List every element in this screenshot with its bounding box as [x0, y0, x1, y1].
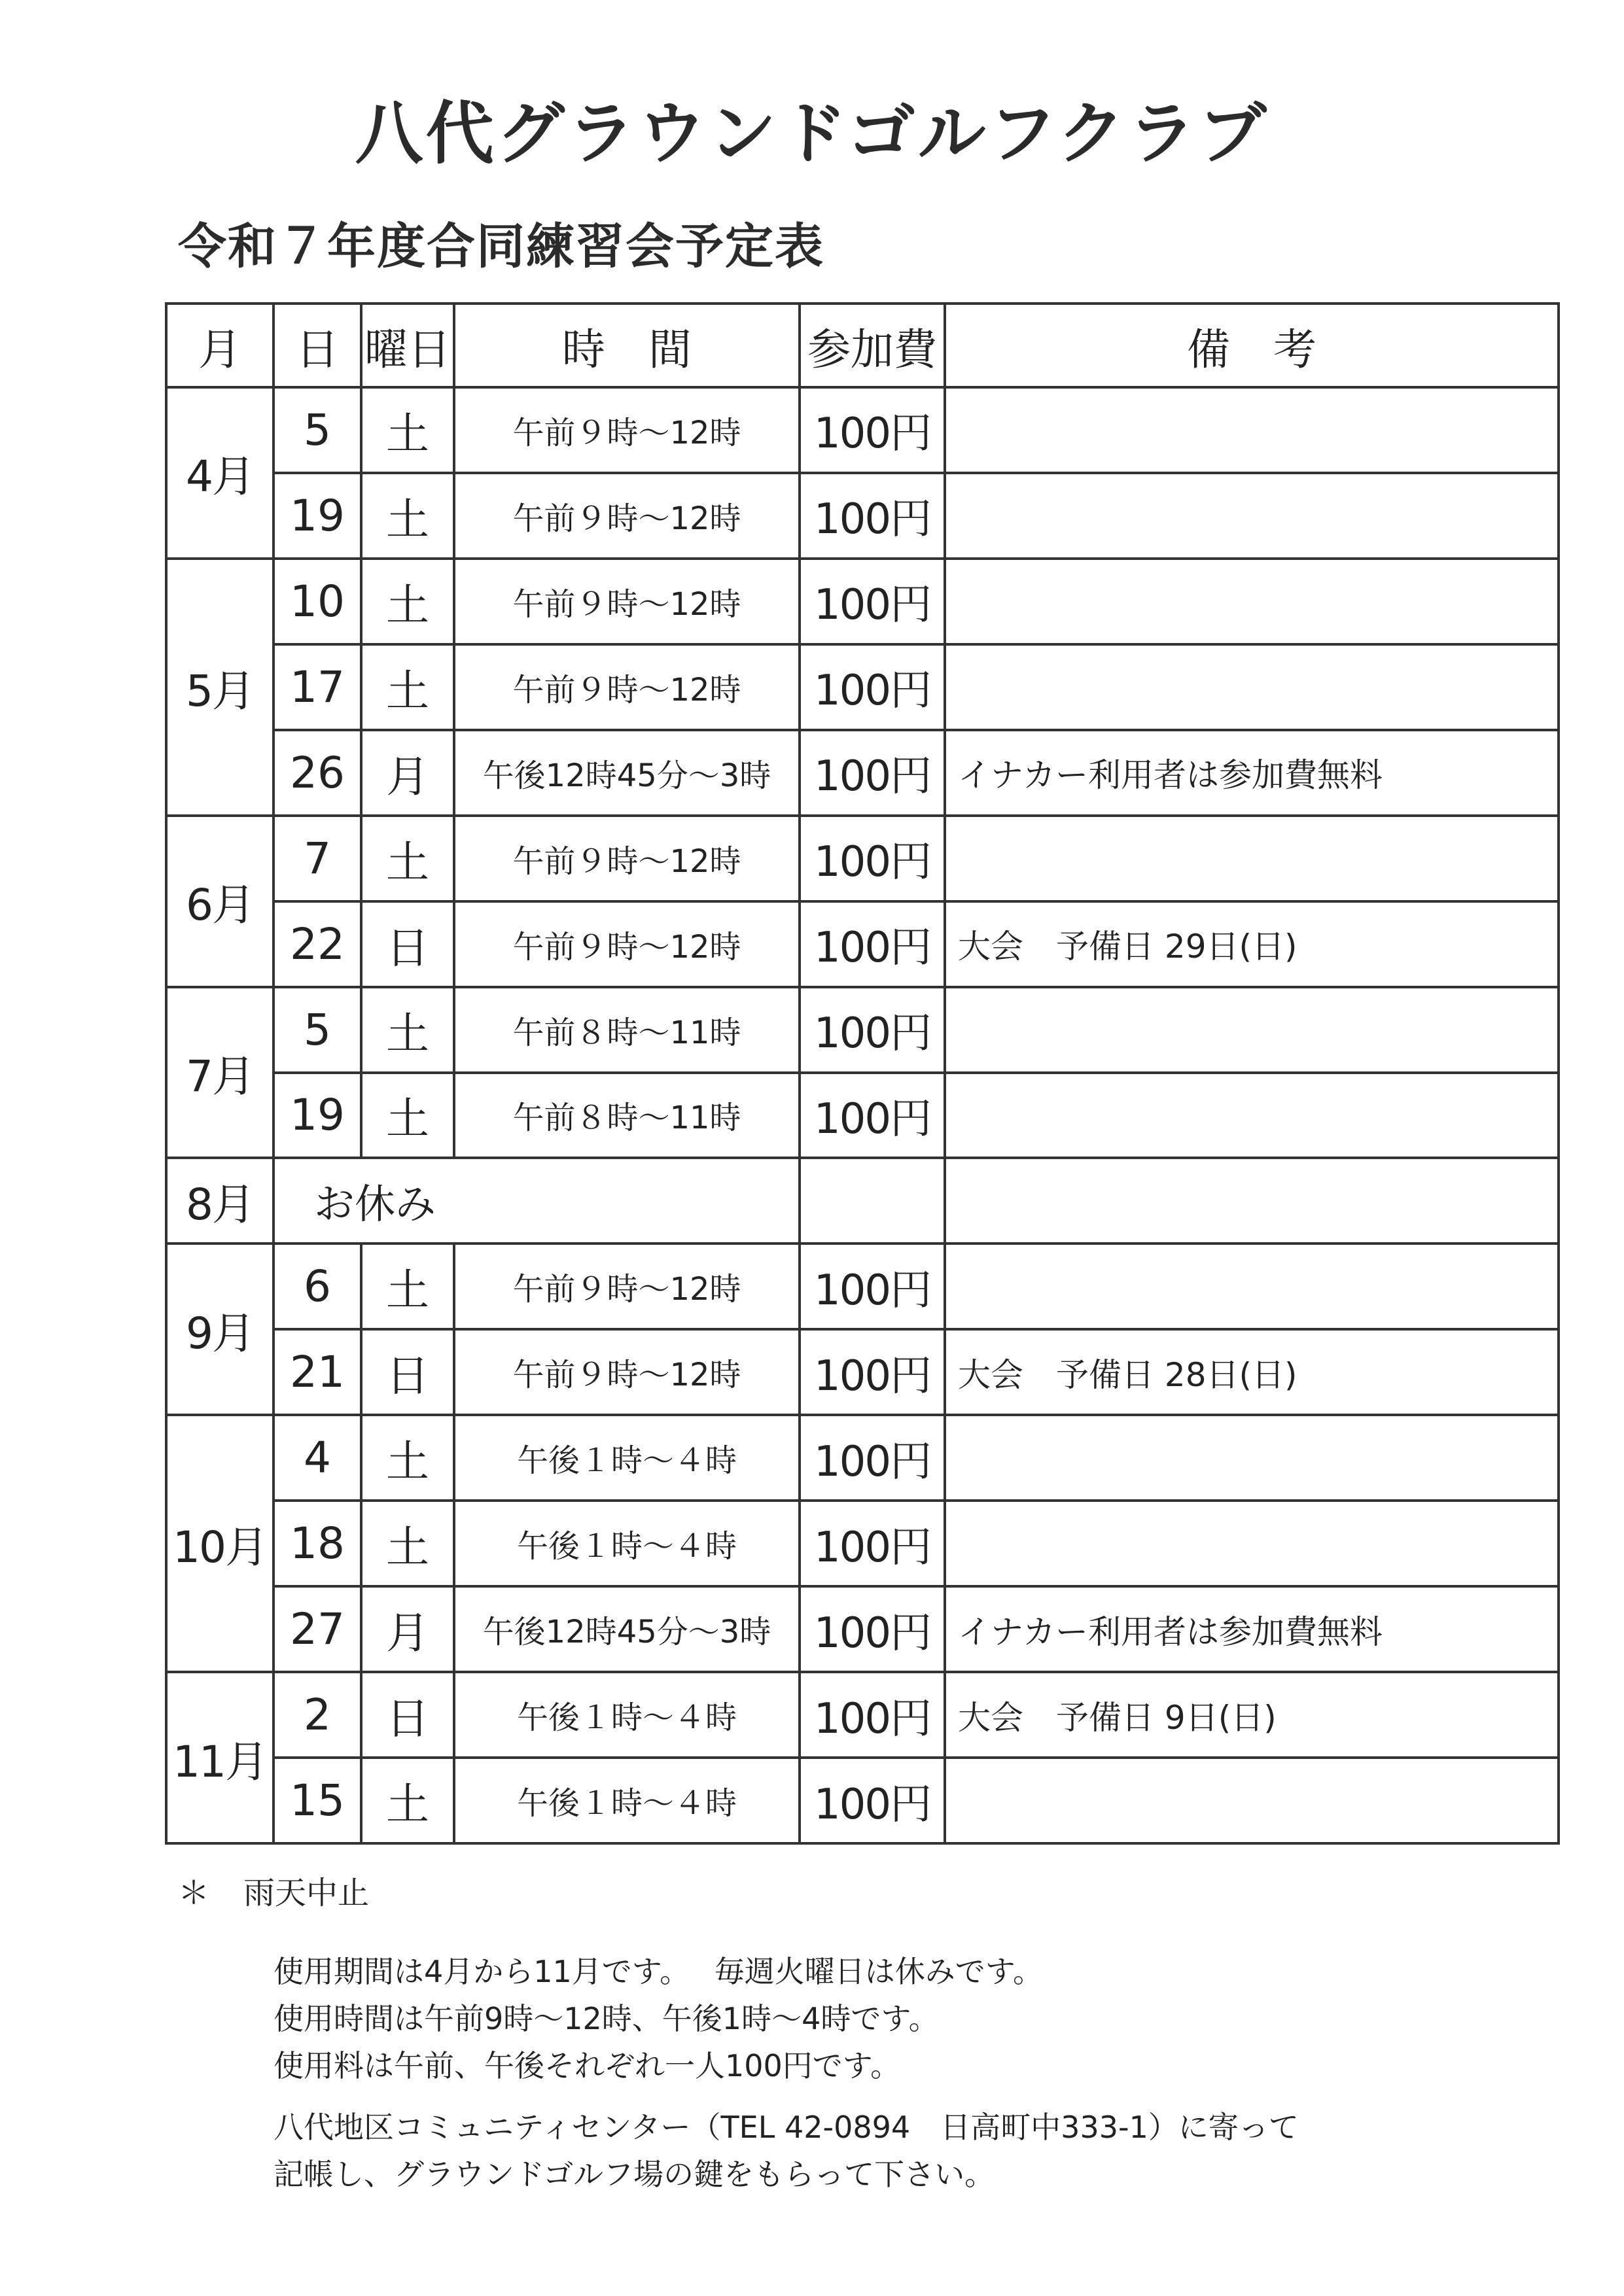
day-cell: 5	[274, 987, 361, 1073]
time-cell: 午前９時～12時	[454, 644, 800, 730]
day-cell: 7	[274, 816, 361, 901]
month-label: 9月	[166, 1244, 274, 1415]
page-title: 八代グラウンドゴルフクラブ	[355, 94, 1269, 173]
table-row	[166, 473, 1559, 559]
time-cell: 午前９時～12時	[454, 1244, 800, 1329]
header-time: 時 間	[454, 304, 800, 387]
month-label: 4月	[166, 387, 274, 559]
note-cell	[945, 644, 1559, 730]
fee-cell: 100円	[800, 901, 945, 987]
fee-cell: 100円	[800, 387, 945, 473]
fee-cell: 100円	[800, 1586, 945, 1672]
fee-cell: 100円	[800, 1073, 945, 1158]
weekday-cell: 土	[361, 644, 454, 730]
table-row	[166, 1672, 1559, 1758]
fee-cell: 100円	[800, 987, 945, 1073]
note-cell	[945, 1244, 1559, 1329]
time-cell: 午前９時～12時	[454, 387, 800, 473]
note-spacer	[274, 2089, 1299, 2104]
table-row	[166, 1073, 1559, 1158]
month-label: 5月	[166, 559, 274, 816]
day-cell: 15	[274, 1758, 361, 1843]
rain-footnote	[178, 1868, 369, 1913]
note-line: 記帳し、グラウンドゴルフ場の鍵をもらって下さい。	[274, 2157, 995, 2192]
table-row	[166, 1501, 1559, 1586]
weekday-cell: 土	[361, 559, 454, 644]
day-cell: 19	[274, 473, 361, 559]
day-cell: 10	[274, 559, 361, 644]
month-label: 6月	[166, 816, 274, 987]
day-cell: 21	[274, 1329, 361, 1415]
header-weekday: 曜日	[361, 304, 454, 387]
day-cell: 6	[274, 1244, 361, 1329]
day-cell: 2	[274, 1672, 361, 1758]
day-cell: 4	[274, 1415, 361, 1501]
fee-cell: 100円	[800, 644, 945, 730]
note-cell	[945, 1501, 1559, 1586]
footnote-mark: ＊	[178, 1875, 210, 1911]
note-cell	[945, 816, 1559, 901]
time-cell: 午後12時45分～3時	[454, 1586, 800, 1672]
weekday-cell: 日	[361, 1329, 454, 1415]
fee-cell: 100円	[800, 730, 945, 816]
time-cell: 午後１時～４時	[454, 1758, 800, 1843]
note-cell: 大会 予備日 28日(日)	[945, 1329, 1559, 1415]
table-row	[166, 1244, 1559, 1329]
note-cell: イナカー利用者は参加費無料	[945, 1586, 1559, 1672]
table-row	[166, 901, 1559, 987]
note-cell: 大会 予備日 29日(日)	[945, 901, 1559, 987]
closed-cell: お休み	[274, 1158, 800, 1244]
weekday-cell: 月	[361, 730, 454, 816]
footnote-text: 雨天中止	[243, 1875, 370, 1911]
time-cell: 午前９時～12時	[454, 816, 800, 901]
day-cell: 5	[274, 387, 361, 473]
time-cell: 午前９時～12時	[454, 559, 800, 644]
time-cell: 午後12時45分～3時	[454, 730, 800, 816]
table-row	[166, 1158, 1559, 1244]
note-cell	[945, 1758, 1559, 1843]
table-row	[166, 1758, 1559, 1843]
note-line: 使用期間は4月から11月です。 毎週火曜日は休みです。	[274, 1954, 1044, 1989]
header-note: 備 考	[945, 304, 1559, 387]
note-cell	[945, 559, 1559, 644]
time-cell: 午前９時～12時	[454, 901, 800, 987]
time-cell: 午前８時～11時	[454, 1073, 800, 1158]
table-row	[166, 1586, 1559, 1672]
note-cell	[945, 473, 1559, 559]
weekday-cell: 日	[361, 1672, 454, 1758]
fee-cell: 100円	[800, 816, 945, 901]
day-cell: 22	[274, 901, 361, 987]
day-cell: 19	[274, 1073, 361, 1158]
table-row	[166, 730, 1559, 816]
table-row	[166, 644, 1559, 730]
month-label: 7月	[166, 987, 274, 1158]
day-cell: 17	[274, 644, 361, 730]
fee-cell	[800, 1158, 945, 1244]
table-row	[166, 559, 1559, 644]
time-cell: 午前８時～11時	[454, 987, 800, 1073]
weekday-cell: 月	[361, 1586, 454, 1672]
note-line: 八代地区コミュニティセンター（TEL 42-0894 日高町中333-1）に寄って	[274, 2110, 1299, 2145]
weekday-cell: 土	[361, 387, 454, 473]
note-cell	[945, 987, 1559, 1073]
weekday-cell: 土	[361, 1415, 454, 1501]
table-header-row	[166, 304, 1559, 387]
time-cell: 午後１時～４時	[454, 1415, 800, 1501]
weekday-cell: 土	[361, 987, 454, 1073]
fee-cell: 100円	[800, 1244, 945, 1329]
weekday-cell: 土	[361, 816, 454, 901]
header-month: 月	[166, 304, 274, 387]
schedule-subtitle: 令和７年度合同練習会予定表	[178, 218, 824, 275]
day-cell: 27	[274, 1586, 361, 1672]
weekday-cell: 土	[361, 473, 454, 559]
table-row	[166, 387, 1559, 473]
note-line: 使用料は午前、午後それぞれ一人100円です。	[274, 2048, 901, 2083]
table-row	[166, 987, 1559, 1073]
weekday-cell: 土	[361, 1073, 454, 1158]
table-row	[166, 816, 1559, 901]
fee-cell: 100円	[800, 473, 945, 559]
day-cell: 26	[274, 730, 361, 816]
time-cell: 午後１時～４時	[454, 1501, 800, 1586]
note-line: 使用時間は午前9時～12時、午後1時～4時です。	[274, 2001, 939, 2036]
header-day: 日	[274, 304, 361, 387]
note-cell: イナカー利用者は参加費無料	[945, 730, 1559, 816]
weekday-cell: 土	[361, 1758, 454, 1843]
month-label: 8月	[166, 1158, 274, 1244]
time-cell: 午後１時～４時	[454, 1672, 800, 1758]
fee-cell: 100円	[800, 559, 945, 644]
weekday-cell: 土	[361, 1244, 454, 1329]
fee-cell: 100円	[800, 1672, 945, 1758]
month-label: 11月	[166, 1672, 274, 1843]
table-row	[166, 1415, 1559, 1501]
weekday-cell: 日	[361, 901, 454, 987]
weekday-cell: 土	[361, 1501, 454, 1586]
note-cell	[945, 1415, 1559, 1501]
fee-cell: 100円	[800, 1501, 945, 1586]
fee-cell: 100円	[800, 1329, 945, 1415]
schedule-table	[165, 302, 1560, 1845]
header-fee: 参加費	[800, 304, 945, 387]
note-cell: 大会 予備日 9日(日)	[945, 1672, 1559, 1758]
fee-cell: 100円	[800, 1415, 945, 1501]
note-cell	[945, 1158, 1559, 1244]
day-cell: 18	[274, 1501, 361, 1586]
time-cell: 午前９時～12時	[454, 1329, 800, 1415]
fee-cell: 100円	[800, 1758, 945, 1843]
month-label: 10月	[166, 1415, 274, 1672]
note-cell	[945, 387, 1559, 473]
time-cell: 午前９時～12時	[454, 473, 800, 559]
table-row	[166, 1329, 1559, 1415]
note-cell	[945, 1073, 1559, 1158]
usage-notes	[274, 1948, 1299, 2198]
